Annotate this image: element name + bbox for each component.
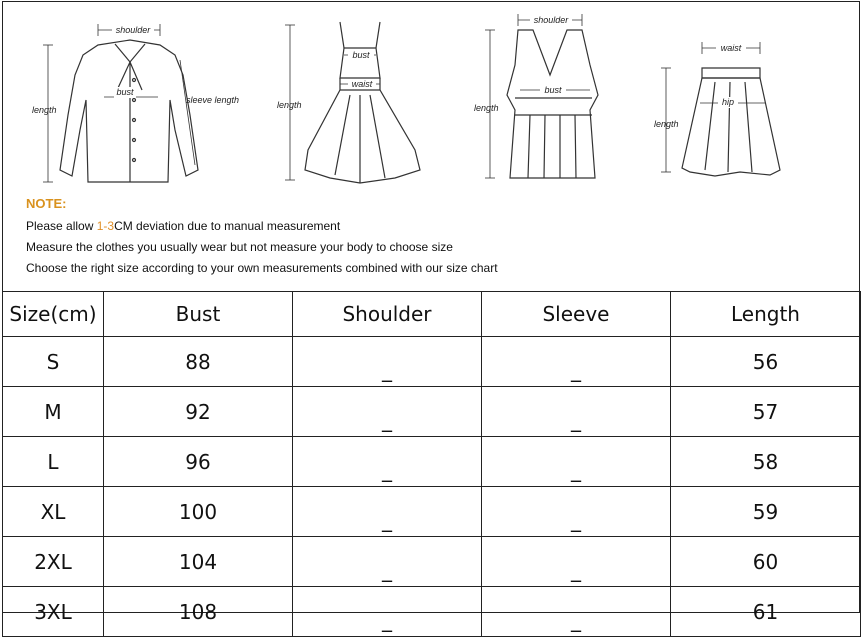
cell-bust: 108 xyxy=(104,587,293,637)
cell-shoulder: _ xyxy=(293,437,482,487)
skirt-hip-label: hip xyxy=(721,97,735,107)
tank-bust-label: bust xyxy=(544,85,562,95)
header-sleeve: Sleeve xyxy=(482,292,671,337)
cell-sleeve: _ xyxy=(482,437,671,487)
cell-size: XL xyxy=(3,487,104,537)
note-line-3: Choose the right size according to your own measurements combined with our size chart xyxy=(26,261,498,275)
cell-bust: 100 xyxy=(104,487,293,537)
cell-bust: 104 xyxy=(104,537,293,587)
table-row xyxy=(3,437,861,487)
skirt-length-label: length xyxy=(654,119,679,129)
cell-shoulder: _ xyxy=(293,587,482,637)
measurement-illustrations xyxy=(0,0,863,195)
dress-length-label: length xyxy=(277,100,302,110)
table-header-row xyxy=(3,292,861,337)
cell-shoulder: _ xyxy=(293,337,482,387)
cell-sleeve: _ xyxy=(482,337,671,387)
note-title: NOTE: xyxy=(26,196,67,211)
skirt-waist-label: waist xyxy=(720,43,742,53)
size-table xyxy=(2,291,861,637)
dress-waist-label: waist xyxy=(351,79,373,89)
table-row xyxy=(3,487,861,537)
cell-size: M xyxy=(3,387,104,437)
cell-length: 59 xyxy=(671,487,861,537)
cell-bust: 88 xyxy=(104,337,293,387)
notes-section xyxy=(26,196,726,282)
skirt-drawing xyxy=(682,68,780,176)
table-row xyxy=(3,337,861,387)
note-line-1-pre: Please allow xyxy=(26,219,97,233)
table-row xyxy=(3,587,861,637)
cell-length: 58 xyxy=(671,437,861,487)
cell-size: 2XL xyxy=(3,537,104,587)
cell-bust: 92 xyxy=(104,387,293,437)
cell-sleeve: _ xyxy=(482,487,671,537)
dress-bust-label: bust xyxy=(352,50,370,60)
cell-shoulder: _ xyxy=(293,487,482,537)
dress-drawing xyxy=(305,22,420,183)
cell-size: 3XL xyxy=(3,587,104,637)
table-row xyxy=(3,387,861,437)
cell-shoulder: _ xyxy=(293,537,482,587)
cell-length: 61 xyxy=(671,587,861,637)
note-line-1-highlight: 1-3 xyxy=(96,219,115,233)
shirt-sleeve-label: sleeve length xyxy=(186,95,240,105)
note-line-2: Measure the clothes you usually wear but not measure your body to choose size xyxy=(26,240,453,254)
shirt-shoulder-label: shoulder xyxy=(115,25,151,35)
note-line-1-post: CM deviation due to manual measurement xyxy=(114,219,341,233)
cell-sleeve: _ xyxy=(482,587,671,637)
cell-bust: 96 xyxy=(104,437,293,487)
tank-shoulder-label: shoulder xyxy=(533,15,569,25)
cell-length: 56 xyxy=(671,337,861,387)
shirt-length-label: length xyxy=(32,105,57,115)
header-length: Length xyxy=(671,292,861,337)
table-row xyxy=(3,537,861,587)
cell-sleeve: _ xyxy=(482,537,671,587)
cell-sleeve: _ xyxy=(482,387,671,437)
cell-size: L xyxy=(3,437,104,487)
cell-size: S xyxy=(3,337,104,387)
tank-length-label: length xyxy=(474,103,499,113)
tank-drawing xyxy=(507,30,598,178)
shirt-drawing xyxy=(60,40,198,182)
header-size: Size(cm) xyxy=(3,292,104,337)
header-shoulder: Shoulder xyxy=(293,292,482,337)
cell-length: 57 xyxy=(671,387,861,437)
cell-shoulder: _ xyxy=(293,387,482,437)
header-bust: Bust xyxy=(104,292,293,337)
shirt-bust-label: bust xyxy=(116,87,134,97)
cell-length: 60 xyxy=(671,537,861,587)
note-line-1 xyxy=(26,219,726,233)
